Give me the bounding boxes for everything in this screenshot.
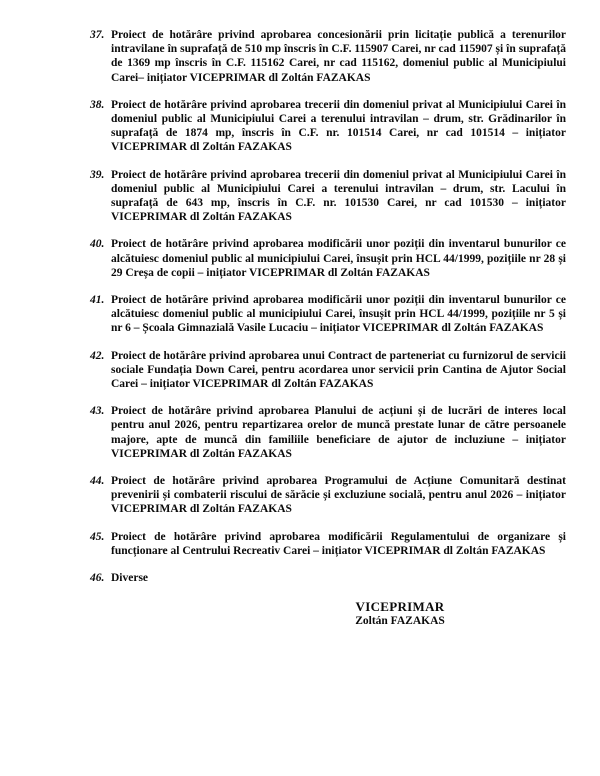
agenda-item-number: 46. <box>90 572 105 585</box>
agenda-item-text: Proiect de hotărâre privind aprobarea modificării Regulamentului de organizare și funcționare al Centrului Recreativ Carei – inițiator VICEPRIMAR dl Zoltán FAZAKAS <box>111 530 566 557</box>
agenda-item <box>90 168 566 225</box>
agenda-item-text: Proiect de hotărâre privind aprobarea trecerii din domeniul privat al Municipiului Carei în domeniul public al Municipiului Carei a terenului intravilan – drum, str. Grădinarilor în suprafață de 1874 mp, înscris în C.F. nr. 101514 Carei, nr cad 101514 – inițiator VICEPRIMAR dl Zoltán FAZAKAS <box>111 98 566 154</box>
agenda-item <box>90 474 566 517</box>
agenda-item <box>90 530 566 558</box>
agenda-item-number: 42. <box>90 349 105 362</box>
signature-block <box>290 599 510 628</box>
agenda-item-text: Proiect de hotărâre privind aprobarea trecerii din domeniul privat al Municipiului Carei în domeniul public al Municipiului Carei a terenului intravilan – drum, str. Lacului în suprafață de 643 mp, înscris în C.F. nr. 101530 Carei, nr cad 101530 – inițiator VICEPRIMAR dl Zoltán FAZAKAS <box>111 168 566 224</box>
agenda-item-text: Proiect de hotărâre privind aprobarea modificării unor poziții din inventarul bunurilor ce alcătuiesc domeniul public al municipiului Carei, însușit prin HCL 44/1999, pozițiile nr 28 și 29 Creșa de copii – inițiator VICEPRIMAR dl Zoltán FAZAKAS <box>111 238 566 279</box>
agenda-item <box>90 404 566 461</box>
agenda-item-number: 39. <box>90 168 105 181</box>
agenda-item-number: 44. <box>90 475 105 488</box>
agenda-item <box>90 293 566 336</box>
agenda-item <box>90 28 566 85</box>
agenda-item-number: 43. <box>90 405 105 418</box>
agenda-item-text: Proiect de hotărâre privind aprobarea modificării unor poziții din inventarul bunurilor ce alcătuiesc domeniul public al municipiului Carei, însușit prin HCL 44/1999, pozițiile nr 5 și nr 6 – Școala Gimnazială Vasile Lucaciu – inițiator VICEPRIMAR dl Zoltán FAZAKAS <box>111 294 566 335</box>
agenda-item-text: Diverse <box>111 572 149 585</box>
agenda-item-number: 45. <box>90 530 105 543</box>
agenda-item-text: Proiect de hotărâre privind aprobarea Planului de acțiuni și de lucrări de interes local pentru anul 2026, pentru repartizarea orelor de muncă prestate lunar de către persoanele majore, apte de muncă din familiile beneficiare de ajutor de incluziune – inițiator VICEPRIMAR dl Zoltán FAZAKAS <box>111 405 566 460</box>
agenda-item-number: 37. <box>90 29 105 41</box>
agenda-item-text: Proiect de hotărâre privind aprobarea concesionării prin licitație publică a terenurilor intravilane în suprafață de 510 mp înscris în C.F. 115907 Carei, nr cad 115907 și în suprafață de 1369 mp înscris în C.F. 115162 Carei, nr cad 115162, domeniul public al Municipiului Carei– inițiator VICEPRIMAR dl Zoltán FAZAKAS <box>111 29 566 84</box>
agenda-item <box>90 571 566 585</box>
agenda-item-number: 41. <box>90 294 105 307</box>
agenda-item <box>90 237 566 280</box>
agenda-item <box>90 98 566 155</box>
agenda-item-text: Proiect de hotărâre privind aprobarea unui Contract de parteneriat cu furnizorul de servicii sociale Fundația Down Carei, pentru acordarea unor servicii prin Cantina de Ajutor Social Carei – inițiator VICEPRIMAR dl Zoltán FAZAKAS <box>111 349 566 391</box>
agenda-item-text: Proiect de hotărâre privind aprobarea Programului de Acțiune Comunitară destinat prevenirii și combaterii riscului de sărăcie și excluziune socială, pentru anul 2026 – inițiator VICEPRIMAR dl Zoltán FAZAKAS <box>111 475 566 516</box>
agenda-item <box>90 349 566 392</box>
signature-name: Zoltán FAZAKAS <box>355 615 445 628</box>
agenda-item-number: 38. <box>90 98 105 111</box>
agenda-item-number: 40. <box>90 238 105 251</box>
signature-title: VICEPRIMAR <box>355 599 445 615</box>
agenda-list <box>90 28 566 628</box>
